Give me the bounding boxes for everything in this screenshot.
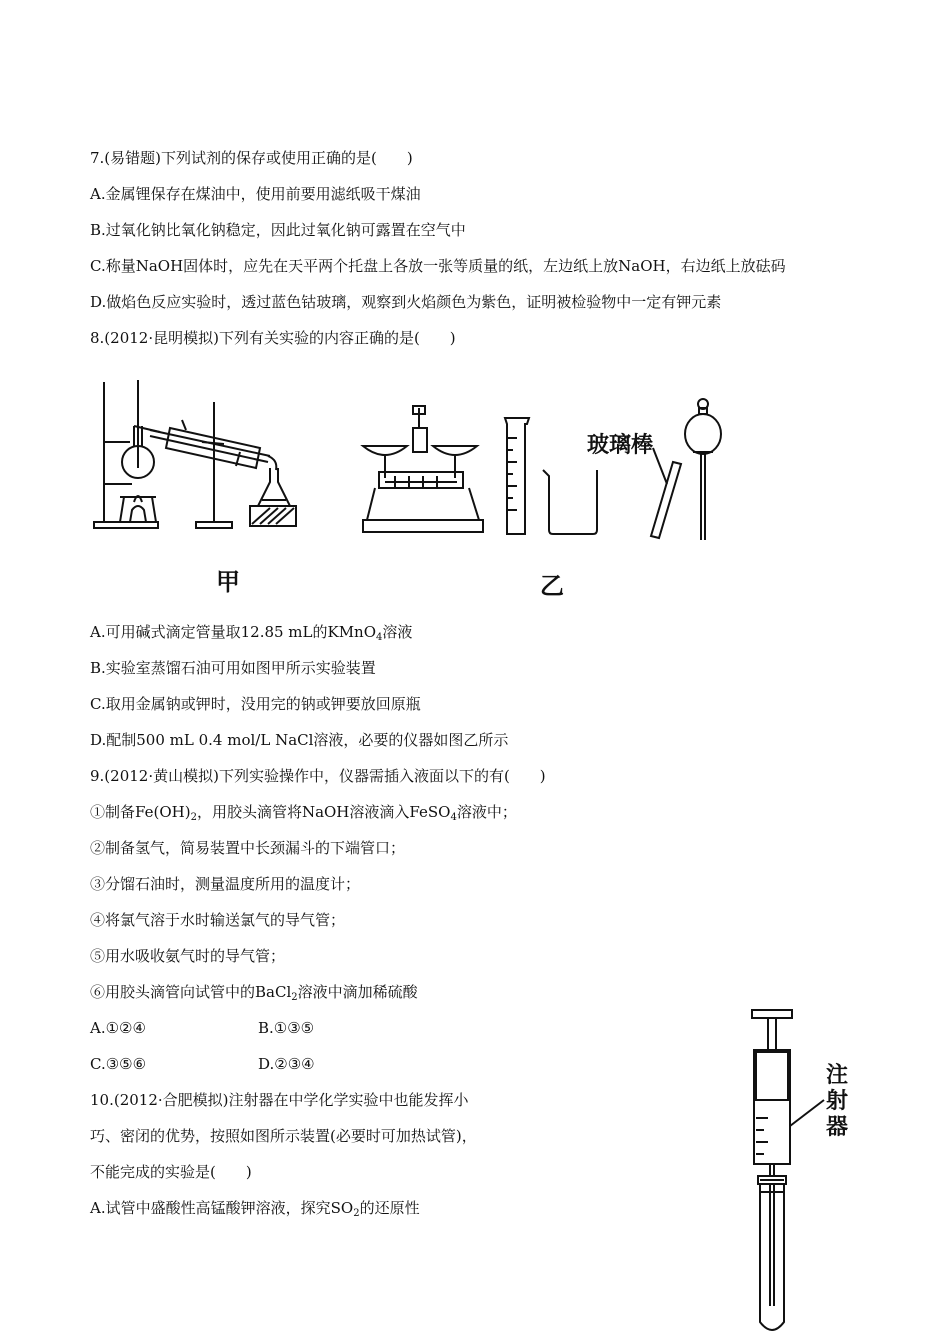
q9-option-a: A.①②④ [90,1019,146,1037]
q9-item-5: ⑤用水吸收氨气时的导气管； [90,947,286,965]
q8-option-a: A.可用碱式滴定管量取12.85 mL的KMnO$_4$溶液 [90,623,413,643]
q7-stem: 7.(易错题)下列试剂的保存或使用正确的是( ) [90,149,413,167]
q9-item-3: ③分馏石油时，测量温度所用的温度计； [90,875,361,893]
q7-option-a: A.金属锂保存在煤油中，使用前要用滤纸吸干煤油 [90,185,421,203]
q9-item-6: ⑥用胶头滴管向试管中的BaCl$_2$溶液中滴加稀硫酸 [90,983,418,1003]
q8-stem: 8.(2012·昆明模拟)下列有关实验的内容正确的是( ) [90,329,456,347]
q10-stem-line2: 巧、密闭的优势，按照如图所示装置(必要时可加热试管)， [90,1127,477,1145]
q7-option-d: D.做焰色反应实验时，透过蓝色钴玻璃，观察到火焰颜色为紫色，证明被检验物中一定有钾元素 [90,293,722,311]
figure-yi-caption: 乙 [540,572,564,600]
q9-option-d: D.②③④ [258,1055,315,1073]
solution-preparation-instruments-figure [355,388,730,548]
syringe-label-line1: 注 [826,1063,849,1088]
syringe-label-line2: 射 [826,1089,849,1114]
syringe-test-tube-figure [740,1006,860,1340]
q10-stem-line1: 10.(2012·合肥模拟)注射器在中学化学实验中也能发挥小 [90,1091,469,1109]
q9-item-2: ②制备氢气，简易装置中长颈漏斗的下端管口； [90,839,406,857]
distillation-apparatus-figure [90,372,305,532]
q7-option-b: B.过氧化钠比氧化钠稳定，因此过氧化钠可露置在空气中 [90,221,466,239]
q9-stem: 9.(2012·黄山模拟)下列实验操作中，仪器需插入液面以下的有( ) [90,767,546,785]
q10-option-a: A.试管中盛酸性高锰酸钾溶液，探究$SO_2$的还原性 [90,1199,420,1219]
q9-item-1: ①制备$Fe(OH)_2$，用胶头滴管将NaOH溶液滴入FeSO$_4$溶液中； [90,803,517,823]
glass-rod-label: 玻璃棒 [587,433,654,458]
q8-option-c: C.取用金属钠或钾时，没用完的钠或钾要放回原瓶 [90,695,421,713]
q8-option-d: D.配制500 mL 0.4 mol/L NaCl溶液，必要的仪器如图乙所示 [90,731,509,749]
q7-option-c: C.称量NaOH固体时，应先在天平两个托盘上各放一张等质量的纸，左边纸上放NaOH，右边纸上放砝码 [90,257,786,275]
q9-option-c: C.③⑤⑥ [90,1055,147,1073]
figure-jia-caption: 甲 [216,568,240,596]
q9-item-4: ④将氯气溶于水时输送氯气的导气管； [90,911,346,929]
syringe-label-line3: 器 [826,1115,849,1140]
q9-option-b: B.①③⑤ [258,1019,315,1037]
q8-option-b: B.实验室蒸馏石油可用如图甲所示实验装置 [90,659,376,677]
q10-stem-line3: 不能完成的实验是( ) [90,1163,252,1181]
